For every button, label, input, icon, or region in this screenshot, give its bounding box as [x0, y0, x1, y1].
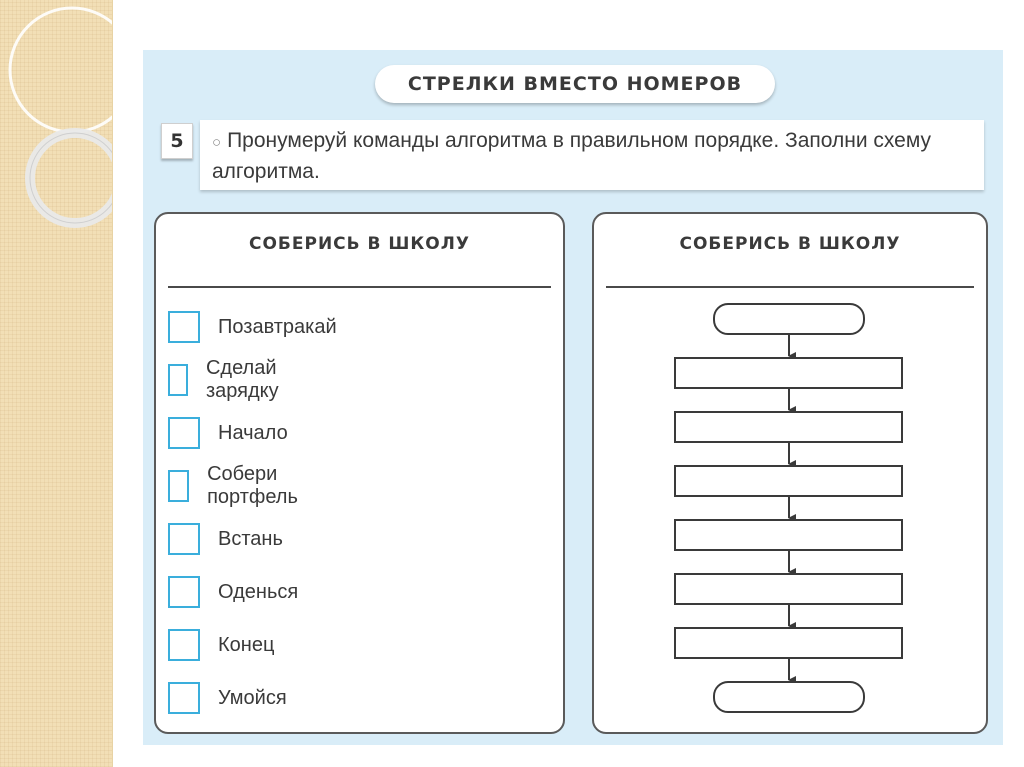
number-input-box[interactable]	[168, 470, 189, 502]
flowchart-card-title: СОБЕРИСЬ В ШКОЛУ	[679, 234, 901, 254]
command-label: Собери портфель	[207, 463, 298, 508]
list-item	[168, 628, 274, 662]
number-input-box[interactable]	[168, 576, 200, 608]
worksheet	[143, 50, 1003, 745]
number-input-box[interactable]	[168, 417, 200, 449]
process-block[interactable]	[675, 466, 902, 496]
task-marker-icon: ○	[212, 134, 222, 151]
start-terminal[interactable]	[714, 304, 864, 334]
task-text: Пронумеруй команды алгоритма в правильном порядке. Заполни схему алгоритма.	[212, 129, 932, 183]
list-item	[168, 416, 288, 450]
number-input-box[interactable]	[168, 629, 200, 661]
divider	[168, 286, 551, 288]
list-item	[168, 522, 283, 556]
decorative-side-strip	[0, 0, 113, 767]
process-block[interactable]	[675, 520, 902, 550]
number-input-box[interactable]	[168, 364, 188, 396]
command-label: Встань	[218, 527, 283, 550]
command-label: Умойся	[218, 686, 287, 709]
commands-card	[154, 212, 565, 734]
flowchart-card	[592, 212, 988, 734]
page-title: СТРЕЛКИ ВМЕСТО НОМЕРОВ	[375, 65, 775, 103]
number-input-box[interactable]	[168, 682, 200, 714]
list-item	[168, 463, 309, 508]
decorative-circles	[0, 0, 112, 767]
list-item	[168, 681, 287, 715]
process-block[interactable]	[675, 412, 902, 442]
flowchart	[594, 214, 986, 732]
command-label: Позавтракай	[218, 315, 337, 338]
process-block[interactable]	[675, 574, 902, 604]
task-number: 5	[161, 123, 193, 159]
list-item	[168, 357, 291, 402]
commands-card-title: СОБЕРИСЬ В ШКОЛУ	[249, 234, 470, 254]
number-input-box[interactable]	[168, 523, 200, 555]
command-label: Начало	[218, 421, 288, 444]
process-block[interactable]	[675, 358, 902, 388]
command-label: Конец	[218, 633, 275, 656]
process-block[interactable]	[675, 628, 902, 658]
task-instruction	[200, 120, 984, 190]
number-input-box[interactable]	[168, 311, 200, 343]
command-label: Сделай зарядку	[205, 357, 279, 402]
list-item	[168, 310, 337, 344]
end-terminal[interactable]	[714, 682, 864, 712]
command-label: Оденься	[218, 580, 299, 603]
list-item	[168, 575, 298, 609]
